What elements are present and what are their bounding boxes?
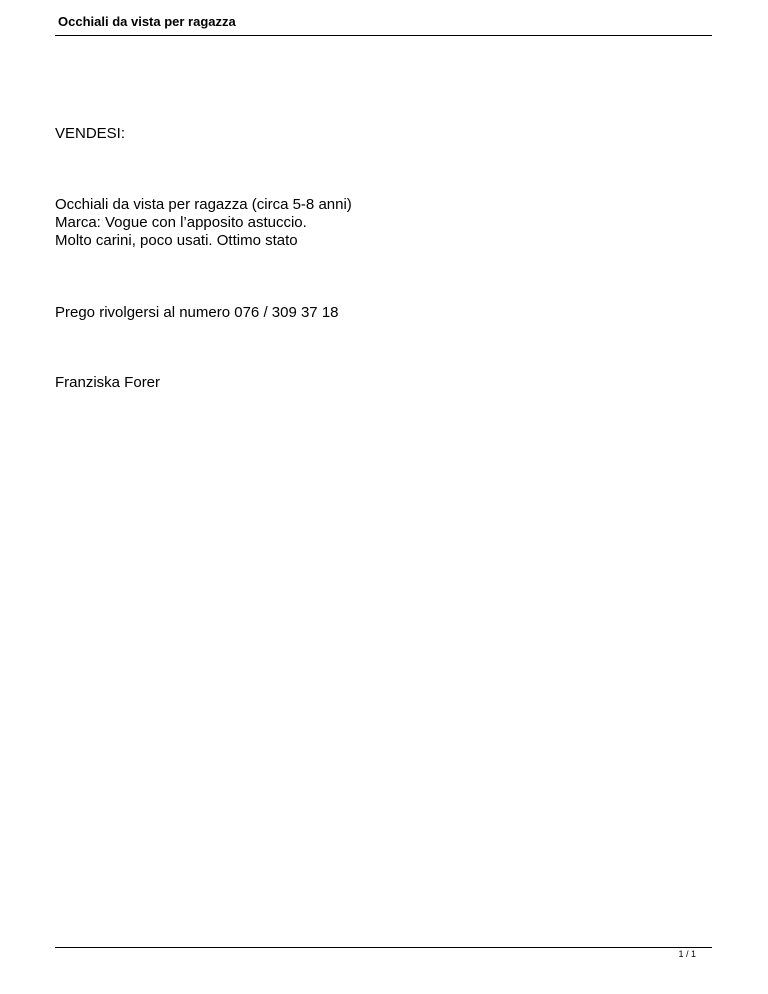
description-line: Molto carini, poco usati. Ottimo stato <box>55 232 298 249</box>
sale-heading: VENDESI: <box>55 125 126 142</box>
page-footer <box>55 947 712 959</box>
signature-name: Franziska Forer <box>55 374 161 391</box>
description-line: Marca: Vogue con l’apposito astuccio. <box>55 214 307 231</box>
item-description <box>55 196 352 250</box>
page-number: 1 / 1 <box>678 949 696 959</box>
description-line: Occhiali da vista per ragazza (circa 5-8 anni) <box>55 196 352 213</box>
page-title: Occhiali da vista per ragazza <box>58 14 236 29</box>
page-header <box>55 0 712 36</box>
contact-info: Prego rivolgersi al numero 076 / 309 37 18 <box>55 304 339 321</box>
